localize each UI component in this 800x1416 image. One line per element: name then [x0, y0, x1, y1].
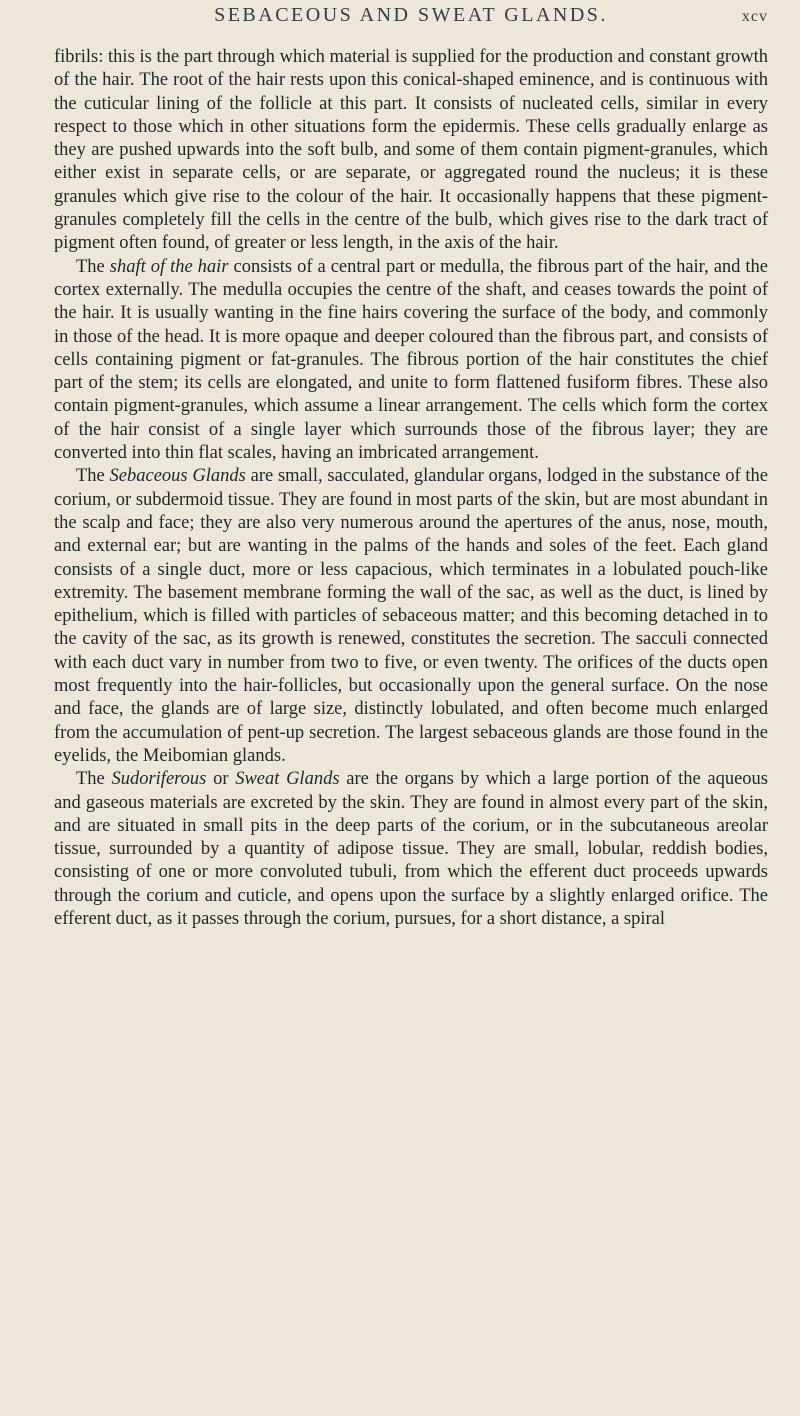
paragraph-text: are the organs by which a large portion of the aqueous and gaseous materials are excreted by the skin. They are found in almost every part of the skin, and are situated in small pits in the deep parts of the corium, or in the subcutaneous areolar tissue, surrounded by a quantity of adipose tissue. They are small, lobular, reddish bodies, consisting of one or more convoluted tubuli, from which the efferent duct proceeds upwards through the corium and cuticle, and opens upon the surface by a slightly enlarged orifice. The efferent duct, as it passes through the corium, pursues, for a short distance, a spiral [54, 769, 769, 929]
paragraph-connector: or [206, 769, 236, 790]
body-text [54, 46, 768, 931]
section-term-sudoriferous: Sudoriferous [111, 769, 207, 790]
paragraph-lead: The [76, 769, 112, 790]
paragraph-lead: The [76, 256, 110, 277]
paragraph-lead: The [76, 466, 110, 487]
section-term-sebaceous-glands: Sebaceous Glands [109, 466, 246, 487]
paragraph-sweat-glands [54, 768, 768, 931]
paragraph-text: fibrils: this is the part through which material is supplied for the production and constant growth of the hair. The root of the hair rests upon this conical-shaped eminence, and is continuous with the cuticular lining of the follicle at this part. It consists of nucleated cells, similar in every respect to those which in other situations form the epidermis. These cells gradually enlarge as they are pushed upwards into the soft bulb, and some of them contain pigment-granules, which either exist in separate cells, or are separate, or aggregated round the nucleus; it is these granules which give rise to the colour of the hair. It occasionally happens that these pigment-granules completely fill the cells in the centre of the bulb, which gives rise to the dark tract of pigment often found, of greater or less length, in the axis of the hair. [54, 47, 768, 254]
section-term-hair-shaft: shaft of the hair [109, 256, 229, 277]
page-number: xcv [741, 8, 768, 25]
running-header [54, 0, 768, 46]
paragraph-hair-shaft [54, 256, 768, 466]
section-term-sweat-glands: Sweat Glands [235, 769, 340, 790]
paragraph-sebaceous-glands [54, 465, 768, 768]
paragraph-text: consists of a central part or medulla, the fibrous part of the hair, and the cortex externally. The medulla occupies the centre of the shaft, and ceases towards the point of the hair. It is usually wanting in the fine hairs covering the surface of the body, and commonly in those of the head. It is more opaque and deeper coloured than the fibrous part, and consists of cells containing pigment or fat-granules. The fibrous portion of the hair constitutes the chief part of the stem; its cells are elongated, and unite to form flattened fusiform fibres. These also contain pigment-granules, which assume a linear arrangement. The cells which form the cortex of the hair consist of a single layer which surrounds those of the fibrous layer; they are converted into thin flat scales, having an imbricated arrangement. [54, 256, 769, 464]
running-title: SEBACEOUS AND SWEAT GLANDS. [214, 4, 608, 26]
paragraph-text: are small, sacculated, glandular organs, lodged in the substance of the corium, or subdermoid tissue. They are found in most parts of the skin, but are most abundant in the scalp and face; they are also very numerous around the apertures of the anus, nose, mouth, and external ear; but are wanting in the palms of the hands and soles of the feet. Each gland consists of a single duct, more or less capacious, which terminates in a lobulated pouch-like extremity. The basement membrane forming the wall of the sac, as well as the duct, is lined by epithelium, which is filled with particles of sebaceous matter; and this becoming detached in to the cavity of the sac, as its growth is renewed, constitutes the secretion. The sacculi connected with each duct vary in number from two to five, or even twenty. The orifices of the ducts open most frequently into the hair-follicles, but occasionally upon the general surface. On the nose and face, the glands are of large size, distinctly lobulated, and often become much enlarged from the accumulation of pent-up secretion. The largest sebaceous glands are those found in the eyelids, the Meibomian glands. [54, 466, 768, 766]
paragraph-hair-root [54, 46, 768, 256]
